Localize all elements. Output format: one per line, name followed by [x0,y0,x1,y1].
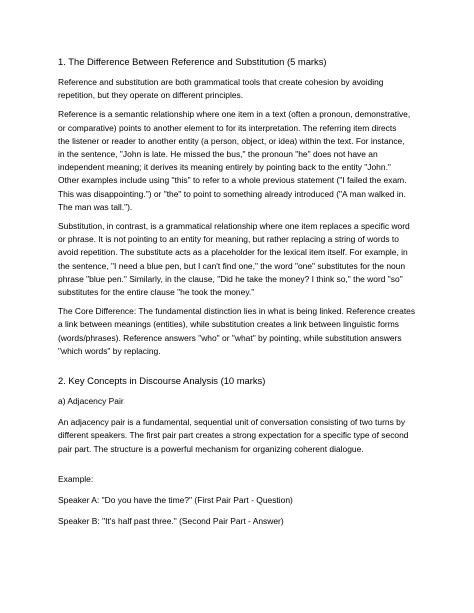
section1-heading: 1. The Difference Between Reference and Substitution (5 marks) [58,56,327,67]
adjacency-pair-paragraph: An adjacency pair is a fundamental, sequential unit of conversation consisting of two turns by different speakers. The first pair part creates a strong expectation for a specific type of second pair part. The structure is a powerful mechanism for organizing coherent dialogue. [58,417,409,454]
reference-paragraph: Reference is a semantic relationship where one item in a text (often a pronoun, demonstrative, or comparative) points to another element to for its interpretation. The referring item directs the listener or reader to another entity (a person, object, or idea) within the text. For instance, in the sentence, "John is late. He missed the bus," the pronoun "he" does not have an independent meaning; it derives its meaning entirely by pointing back to the entity "John." Other examples include using "this" to refer to a whole previous statement ("I failed the exam. This was disappointing.") or "the" to point to something already introduced ("A man walked in. The man was tall."). [58,109,411,212]
example-label: Example: [58,473,94,484]
section2-heading: 2. Key Concepts in Discourse Analysis (10 marks) [58,375,266,387]
adjacency-pair-subheading: a) Adjacency Pair [58,396,124,407]
substitution-paragraph: Substitution, in contrast, is a grammatical relationship where one item replaces a specific word or phrase. It is not pointing to an entity for meaning, but rather replacing a string of words to avoid repetition. The substitute acts as a placeholder for the lexical item itself. For example, in the sentence, "I need a blue pen, but I can't find one," the word "one" substitutes for the noun phrase "blue pen." Similarly, in the clause, "Did he take the money? I think so," the word "so" substitutes for the entire clause "he took the money." [58,221,410,298]
speaker-a-line: Speaker A: "Do you have the time?" (First Pair Part - Question) [58,495,293,506]
section1-intro-paragraph: Reference and substitution are both grammatical tools that create cohesion by avoiding repetition, but they operate on different principles. [58,77,384,101]
core-difference-paragraph: The Core Difference: The fundamental distinction lies in what is being linked. Reference creates a link between meanings (entities), while substitution creates a link between linguistic forms (words/phrases). Reference answers "who" or "what" by pointing, while substitution answers "which words" by replacing. [58,306,416,356]
document-page [58,56,430,528]
speaker-b-line: Speaker B: "It's half past three." (Second Pair Part - Answer) [58,516,284,527]
